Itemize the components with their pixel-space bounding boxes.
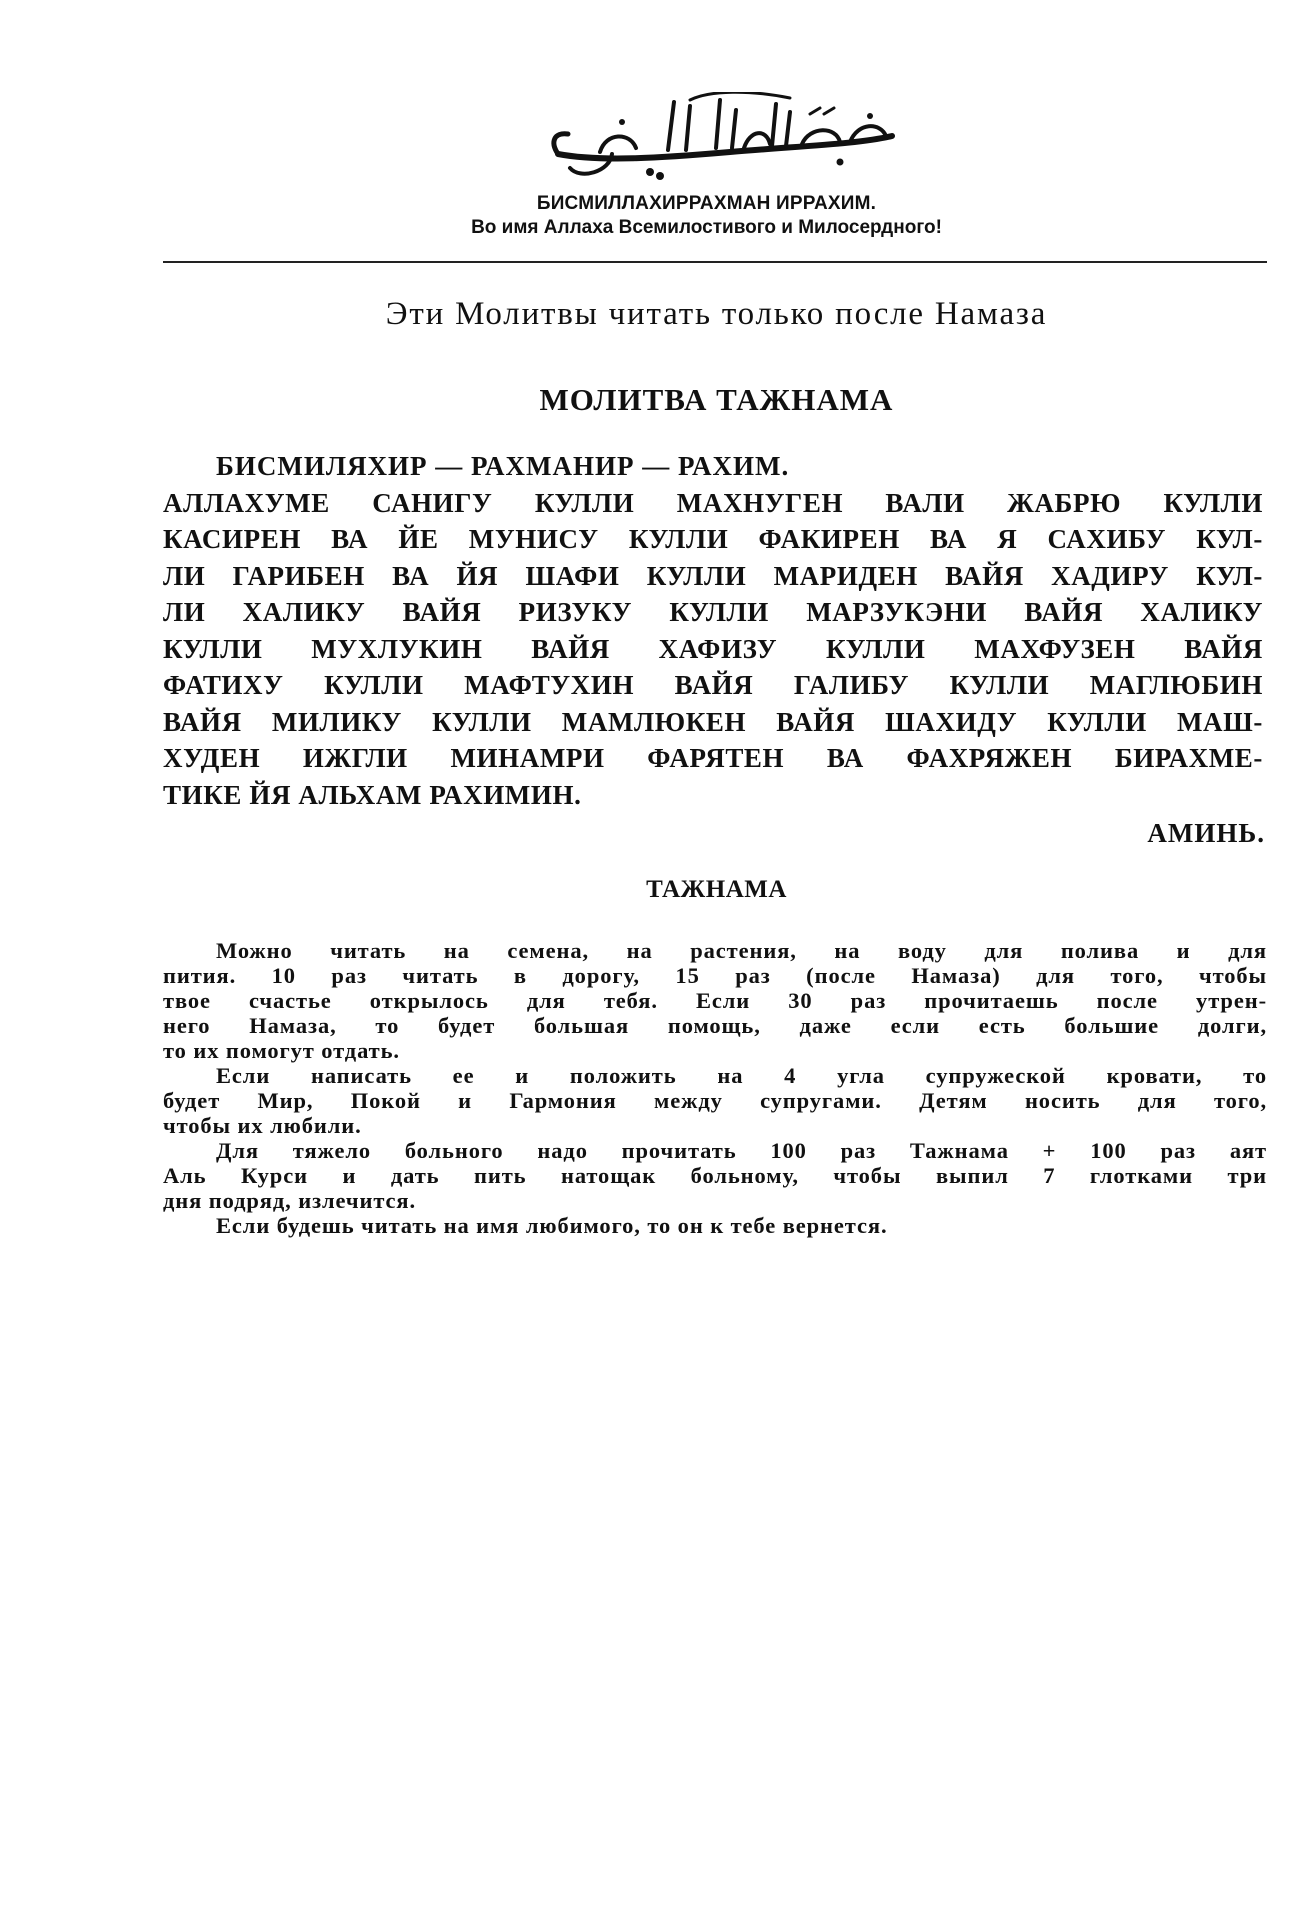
basmala-calligraphy [540,92,910,192]
tajnama-instructions [163,938,1267,1238]
prayer-line: БИСМИЛЯХИР — РАХМАНИР — РАХИМ. [216,451,790,481]
paragraph-line: Если написать ее и положить на 4 угла супружеской кровати, то [216,1063,1267,1088]
paragraph [163,1063,1267,1138]
instruction-text: Эти Молитвы читать только после Намаза [385,296,1048,332]
paragraph [163,1138,1267,1213]
prayer-line: ФАТИХУ КУЛЛИ МАФТУХИН ВАЙЯ ГАЛИБУ КУЛЛИ МАГЛЮБИН [163,670,1263,700]
paragraph [163,1213,1267,1238]
paragraph-line: пития. 10 раз читать в дорогу, 15 раз (после Намаза) для того, чтобы [163,963,1267,988]
prayer-line: ЛИ ХАЛИКУ ВАЙЯ РИЗУКУ КУЛЛИ МАРЗУКЭНИ ВАЙЯ ХАЛИКУ [163,597,1263,627]
paragraph-line: Можно читать на семена, на растения, на воду для полива и для [216,938,1267,963]
header-divider [163,261,1267,263]
paragraph-line: него Намаза, то будет большая помощь, даже если есть большие долги, [163,1013,1267,1038]
prayer-line: ВАЙЯ МИЛИКУ КУЛЛИ МАМЛЮКЕН ВАЙЯ ШАХИДУ КУЛЛИ МАШ- [163,706,1263,737]
paragraph-line: Для тяжело больного надо прочитать 100 раз Тажнама + 100 раз аят [216,1138,1267,1163]
basmala-transliteration: БИСМИЛЛАХИРРАХМАН ИРРАХИМ. [536,193,877,214]
paragraph-line: будет Мир, Покой и Гармония между супругами. Детям носить для того, [163,1088,1267,1113]
paragraph-line: дня подряд, излечится. [163,1188,417,1213]
prayer-line: АЛЛАХУМЕ САНИГУ КУЛЛИ МАХНУГЕН ВАЛИ ЖАБРЮ КУЛЛИ [163,487,1263,518]
paragraph-line: то их помогут отдать. [163,1038,400,1063]
basmala-translation: Во имя Аллаха Всемилостивого и Милосердного! [471,217,942,238]
paragraph-line: Если будешь читать на имя любимого, то он к тебе вернется. [216,1213,888,1238]
prayer-line: ЛИ ГАРИБЕН ВА ЙЯ ШАФИ КУЛЛИ МАРИДЕН ВАЙЯ ХАДИРУ КУЛ- [163,560,1263,591]
prayer-line: КУЛЛИ МУХЛУКИН ВАЙЯ ХАФИЗУ КУЛЛИ МАХФУЗЕН ВАЙЯ [163,633,1263,664]
paragraph-line: Аль Курси и дать пить натощак больному, чтобы выпил 7 глотками три [163,1163,1267,1188]
paragraph-line: чтобы их любили. [163,1113,362,1138]
section-title: ТАЖНАМА [646,876,787,903]
prayer-title: МОЛИТВА ТАЖНАМА [539,382,894,417]
prayer-line: ТИКЕ ЙЯ АЛЬХАМ РАХИМИН. [163,779,582,810]
prayer-amen: АМИНЬ. [1147,818,1265,848]
prayer-line: КАСИРЕН ВА ЙЕ МУНИСУ КУЛЛИ ФАКИРЕН ВА Я САХИБУ КУЛ- [163,524,1263,554]
prayer-text [163,448,1263,813]
prayer-line: ХУДЕН ИЖГЛИ МИНАМРИ ФАРЯТЕН ВА ФАХРЯЖЕН БИРАХМЕ- [163,743,1263,773]
paragraph [163,938,1267,1063]
paragraph-line: твое счастье открылось для тебя. Если 30 раз прочитаешь после утрен- [163,988,1267,1013]
